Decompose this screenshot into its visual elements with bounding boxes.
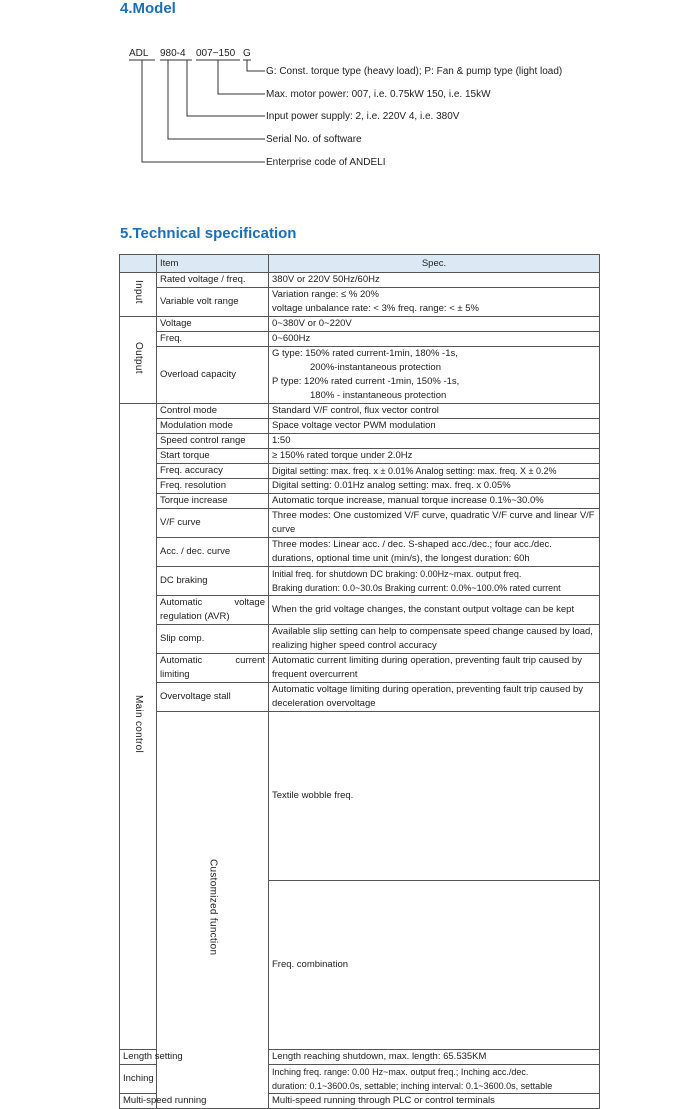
spec-cell: Three modes: Linear acc. / dec. S-shaped acc./dec.; four acc./dec. durations, optional time unit (min/s), the longest duration: 60h [269, 538, 600, 567]
item-cell: Inching [120, 1065, 157, 1094]
category-input: Input [120, 273, 157, 317]
table-header-row [120, 255, 600, 273]
item-cell: Variable volt range [157, 288, 269, 317]
table-row [120, 494, 600, 509]
item-cell: Freq. accuracy [157, 464, 269, 479]
code-part-series: 980-4 [160, 48, 186, 59]
item-cell: Freq. resolution [157, 479, 269, 494]
item-cell: Speed control range [157, 434, 269, 449]
leader-lines [129, 60, 265, 162]
table-row [120, 567, 600, 596]
item-cell: Freq. [157, 332, 269, 347]
spec-cell: 380V or 220V 50Hz/60Hz [269, 273, 600, 288]
spec-cell: Available slip setting can help to compensate speed change caused by load, realizing higher speed control accuracy [269, 625, 600, 654]
header-item: Item [157, 255, 269, 273]
item-cell: Automatic current limiting [157, 654, 269, 683]
item-cell: Freq. combination [269, 881, 600, 1050]
spec-cell: Automatic current limiting during operation, preventing fault trip caused by frequent overcurrent [269, 654, 600, 683]
table-row [120, 464, 600, 479]
item-cell: Torque increase [157, 494, 269, 509]
code-part-type: G [243, 48, 251, 59]
table-row [120, 712, 600, 881]
spec-cell: Inching freq. range: 0.00 Hz~max. output freq.; Inching acc./dec. duration: 0.1~3600.0s, settable; inching interval: 0.1~3600.0s, settable [269, 1065, 600, 1094]
table-row [120, 317, 600, 332]
item-cell: Multi-speed running [120, 1094, 157, 1109]
spec-table [119, 254, 600, 1109]
item-cell: Automatic voltage regulation (AVR) [157, 596, 269, 625]
spec-cell: Automatic voltage limiting during operation, preventing fault trip caused by deceleration overvoltage [269, 683, 600, 712]
annotation-software: Serial No. of software [266, 134, 362, 145]
item-cell: Slip comp. [157, 625, 269, 654]
table-row [120, 273, 600, 288]
table-row [120, 538, 600, 567]
item-cell: Textile wobble freq. [269, 712, 600, 881]
annotation-power: Max. motor power: 007, i.e. 0.75kW 150, i.e. 15kW [266, 89, 491, 100]
table-row [120, 683, 600, 712]
spec-cell: Three modes: One customized V/F curve, quadratic V/F curve and linear V/F curve [269, 509, 600, 538]
table-row [120, 347, 600, 404]
spec-cell: Variation range: ≤ % 20% voltage unbalance rate: < 3% freq. range: < ± 5% [269, 288, 600, 317]
table-row [120, 434, 600, 449]
spec-heading: 5.Technical specification [120, 225, 297, 242]
spec-cell: Space voltage vector PWM modulation [269, 419, 600, 434]
table-row [120, 654, 600, 683]
item-cell: Length setting [120, 1050, 157, 1065]
model-heading: 4.Model [120, 0, 176, 17]
item-cell: Control mode [157, 404, 269, 419]
table-row [120, 449, 600, 464]
table-row [120, 596, 600, 625]
table-row [120, 509, 600, 538]
category-customized: Customized function [157, 712, 269, 1109]
item-cell: Voltage [157, 317, 269, 332]
spec-cell: Digital setting: max. freq. x ± 0.01% Analog setting: max. freq. X ± 0.2% [269, 464, 600, 479]
spec-cell: 1:50 [269, 434, 600, 449]
table-row [120, 288, 600, 317]
table-row [120, 625, 600, 654]
spec-cell: Automatic torque increase, manual torque increase 0.1%~30.0% [269, 494, 600, 509]
item-cell: Modulation mode [157, 419, 269, 434]
table-row [120, 332, 600, 347]
annotation-supply: Input power supply: 2, i.e. 220V 4, i.e. 380V [266, 111, 460, 122]
table-row [120, 404, 600, 419]
spec-cell: Length reaching shutdown, max. length: 65.535KM [269, 1050, 600, 1065]
item-cell: Overload capacity [157, 347, 269, 404]
item-cell: DC braking [157, 567, 269, 596]
table-row [120, 479, 600, 494]
model-code-diagram [0, 0, 675, 200]
spec-cell: 0~380V or 0~220V [269, 317, 600, 332]
spec-cell: ≥ 150% rated torque under 2.0Hz [269, 449, 600, 464]
spec-cell: Initial freq. for shutdown DC braking: 0.00Hz~max. output freq. Braking duration: 0.0~30.0s Braking current: 0.0%~100.0% rated current [269, 567, 600, 596]
code-part-adl: ADL [129, 48, 149, 59]
item-cell: Overvoltage stall [157, 683, 269, 712]
spec-cell: Multi-speed running through PLC or control terminals [269, 1094, 600, 1109]
item-cell: Start torque [157, 449, 269, 464]
category-output: Output [120, 317, 157, 404]
item-cell: Acc. / dec. curve [157, 538, 269, 567]
spec-cell: When the grid voltage changes, the constant output voltage can be kept [269, 596, 600, 625]
spec-cell: G type: 150% rated current-1min, 180% -1s, 200%-instantaneous protection P type: 120% rated current -1min, 150% -1s, 180% - instantaneous protection [269, 347, 600, 404]
annotation-enterprise: Enterprise code of ANDELI [266, 157, 386, 168]
spec-cell: Digital setting: 0.01Hz analog setting: max. freq. x 0.05% [269, 479, 600, 494]
item-cell: V/F curve [157, 509, 269, 538]
header-spec: Spec. [269, 255, 600, 273]
spec-cell: 0~600Hz [269, 332, 600, 347]
table-row [120, 419, 600, 434]
header-blank [120, 255, 157, 273]
spec-cell: Standard V/F control, flux vector control [269, 404, 600, 419]
code-part-power: 007~150 [196, 48, 236, 59]
category-main-control: Main control [120, 404, 157, 1050]
annotation-type: G: Const. torque type (heavy load); P: Fan & pump type (light load) [266, 66, 563, 77]
item-cell: Rated voltage / freq. [157, 273, 269, 288]
